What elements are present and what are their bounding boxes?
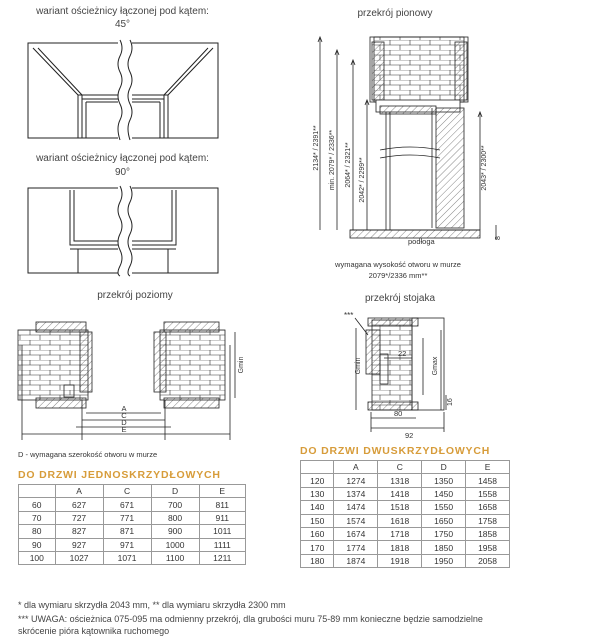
table-cell: 1958	[466, 541, 510, 554]
vertical-section-title: przekrój pionowy	[357, 8, 433, 19]
table-cell: 1658	[466, 501, 510, 514]
table-cell: 871	[103, 525, 151, 538]
table-cell: 911	[199, 511, 245, 524]
table-cell: 1458	[466, 474, 510, 487]
table-cell: 1950	[422, 554, 466, 567]
jamb-gmax: Gmax	[432, 356, 439, 376]
jamb-dim-22: 22	[398, 349, 407, 358]
jamb-gmin: Gmin	[355, 357, 362, 375]
table-cell: 1618	[378, 514, 422, 527]
jamb-dim-80: 80	[394, 409, 403, 418]
table-cell: 1011	[199, 525, 245, 538]
table-row	[301, 501, 510, 514]
table-header	[19, 485, 56, 498]
table-row	[301, 541, 510, 554]
table-cell: 1818	[378, 541, 422, 554]
table-cell: 1211	[199, 551, 245, 564]
table-cell: 90	[19, 538, 56, 551]
vertical-caption-line1: wymagana wysokość otworu w murze	[335, 260, 461, 269]
table-cell: 671	[103, 498, 151, 511]
table-cell: 727	[55, 511, 103, 524]
table-cell: 1000	[151, 538, 199, 551]
table-cell: 1650	[422, 514, 466, 527]
corner45-caption-line2: 45°	[114, 19, 131, 30]
table-cell: 1374	[334, 487, 378, 500]
table-cell: 120	[301, 474, 334, 487]
table-row	[19, 551, 246, 564]
table-header	[301, 461, 334, 474]
table-cell: 1918	[378, 554, 422, 567]
table-cell: 1318	[378, 474, 422, 487]
table-row	[19, 511, 246, 524]
horizontal-gmin: Gmin	[238, 356, 245, 374]
table-cell: 160	[301, 527, 334, 540]
table-header-row	[301, 461, 510, 474]
dim-d: D	[121, 418, 127, 427]
table-cell: 1674	[334, 527, 378, 540]
table-cell: 1874	[334, 554, 378, 567]
table-cell: 811	[199, 498, 245, 511]
table-row	[19, 525, 246, 538]
table-cell: 1774	[334, 541, 378, 554]
jamb-section-title: przekrój stojaka	[364, 293, 436, 304]
table-cell: 971	[103, 538, 151, 551]
table-header: E	[466, 461, 510, 474]
vertical-dim-left-4: 2042* / 2299**	[359, 157, 366, 203]
note-line1: * dla wymiaru skrzydła 2043 mm, ** dla wymiaru skrzydła 2300 mm	[18, 600, 286, 610]
single-table-title: DO DRZWI JEDNOSKRZYDŁOWYCH	[18, 469, 221, 481]
table-cell: 1274	[334, 474, 378, 487]
table-cell: 1071	[103, 551, 151, 564]
table-row	[301, 474, 510, 487]
table-cell: 771	[103, 511, 151, 524]
vertical-dim-left-1: 2134* / 2391**	[313, 125, 320, 171]
table-cell: 180	[301, 554, 334, 567]
table-cell: 70	[19, 511, 56, 524]
single-door-table	[18, 484, 246, 565]
table-cell: 150	[301, 514, 334, 527]
table-cell: 627	[55, 498, 103, 511]
corner90-caption-line2: 90°	[114, 167, 131, 178]
table-cell: 100	[19, 551, 56, 564]
table-cell: 900	[151, 525, 199, 538]
vertical-dim-left-3: 2064* / 2321**	[345, 142, 352, 188]
table-cell: 700	[151, 498, 199, 511]
table-row	[301, 514, 510, 527]
corner90-drawing	[28, 186, 218, 276]
double-table-title: DO DRZWI DWUSKRZYDŁOWYCH	[300, 445, 491, 457]
table-header: D	[422, 461, 466, 474]
jamb-stars: ***	[344, 311, 354, 320]
horizontal-caption: D - wymagana szerokość otworu w murze	[18, 450, 158, 459]
table-cell: 827	[55, 525, 103, 538]
table-cell: 1418	[378, 487, 422, 500]
table-cell: 2058	[466, 554, 510, 567]
table-header: E	[199, 485, 245, 498]
table-cell: 1027	[55, 551, 103, 564]
table-row	[301, 554, 510, 567]
corner90-caption-line1: wariant ościeżnicy łączonej pod kątem:	[36, 153, 209, 164]
dim-c: C	[121, 411, 127, 420]
table-cell: 1550	[422, 501, 466, 514]
table-cell: 1350	[422, 474, 466, 487]
table-row	[19, 498, 246, 511]
table-header: A	[334, 461, 378, 474]
vertical-dim-right: 2043* / 2300**	[481, 145, 488, 191]
table-cell: 1111	[199, 538, 245, 551]
corner45-drawing	[28, 40, 218, 140]
table-cell: 1758	[466, 514, 510, 527]
vertical-caption-line2: 2079*/2336 mm**	[368, 271, 428, 280]
double-door-table	[300, 460, 510, 568]
table-header: C	[103, 485, 151, 498]
table-header: C	[378, 461, 422, 474]
table-cell: 1100	[151, 551, 199, 564]
dim-e: E	[121, 425, 127, 434]
corner45-caption-line1: wariant ościeżnicy łączonej pod kątem:	[36, 6, 209, 17]
table-row	[301, 527, 510, 540]
floor-gap-dim: 8	[495, 236, 502, 240]
floor-label: podłoga	[408, 237, 435, 246]
table-cell: 1858	[466, 527, 510, 540]
table-cell: 927	[55, 538, 103, 551]
table-header-row	[19, 485, 246, 498]
jamb-dim-92: 92	[405, 431, 414, 440]
table-cell: 130	[301, 487, 334, 500]
table-cell: 140	[301, 501, 334, 514]
vertical-section-drawing	[318, 37, 496, 240]
table-cell: 80	[19, 525, 56, 538]
horizontal-section-title: przekrój poziomy	[97, 290, 173, 301]
table-row	[301, 487, 510, 500]
table-cell: 1574	[334, 514, 378, 527]
jamb-dim-16: 16	[447, 398, 454, 406]
table-cell: 1750	[422, 527, 466, 540]
table-cell: 60	[19, 498, 56, 511]
table-cell: 1850	[422, 541, 466, 554]
vertical-dim-left-2: min. 2079* / 2336**	[329, 129, 336, 191]
dim-a: A	[121, 404, 127, 413]
note-line2: *** UWAGA: ościeżnica 075-095 ma odmienny przekrój, dla grubości muru 75-89 mm konieczne będzie samodzielne	[18, 614, 483, 624]
table-header: D	[151, 485, 199, 498]
table-cell: 800	[151, 511, 199, 524]
table-cell: 1718	[378, 527, 422, 540]
table-row	[19, 538, 246, 551]
table-cell: 1518	[378, 501, 422, 514]
note-line3: skrócenie pióra kątownika ruchomego	[18, 626, 170, 636]
table-header: A	[55, 485, 103, 498]
table-cell: 1558	[466, 487, 510, 500]
table-cell: 1474	[334, 501, 378, 514]
table-cell: 1450	[422, 487, 466, 500]
table-cell: 170	[301, 541, 334, 554]
